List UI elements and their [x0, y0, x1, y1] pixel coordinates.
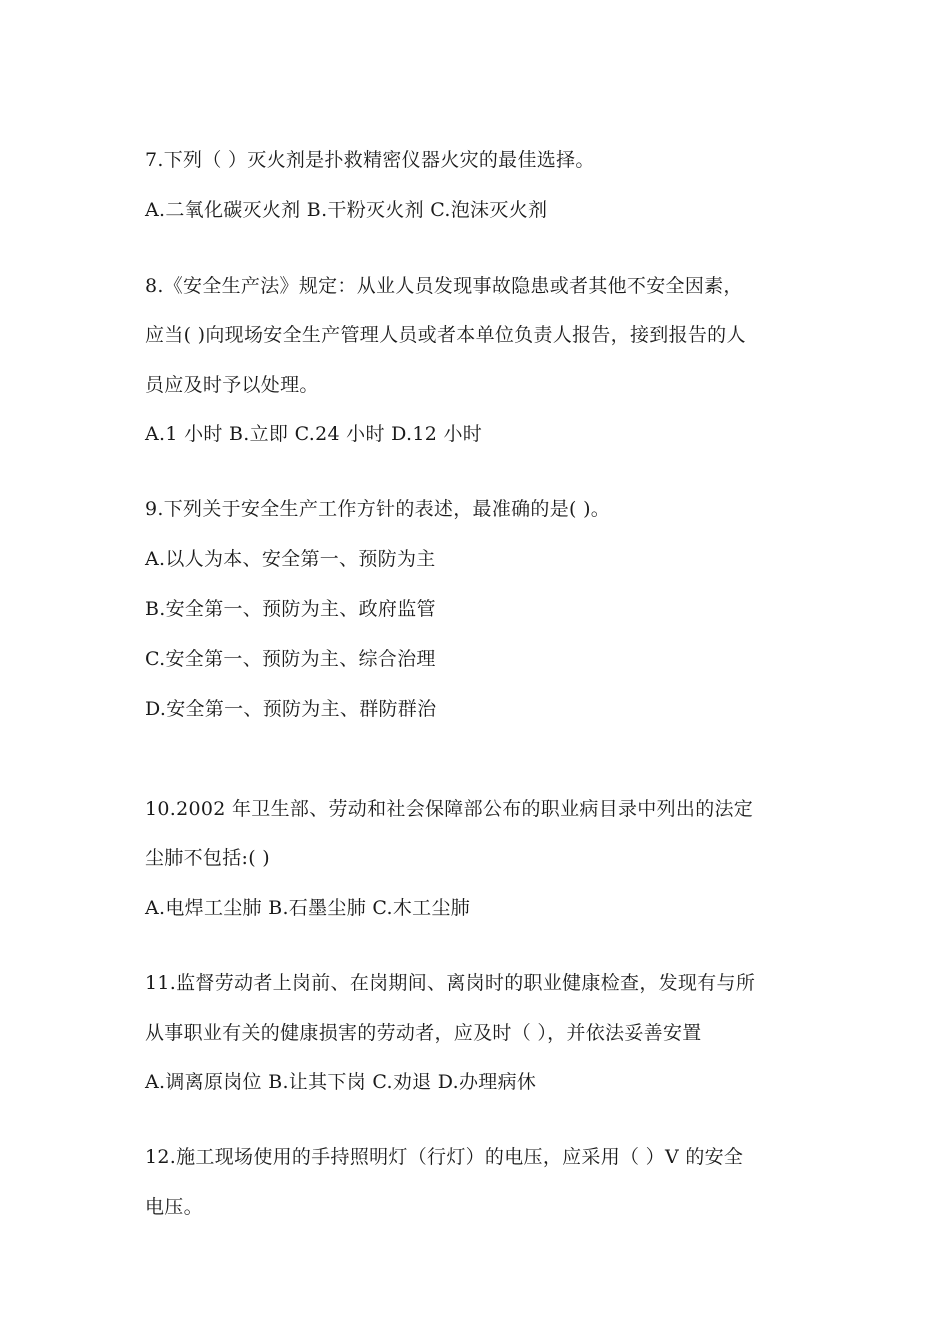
question-8-options: A.1 小时 B.立即 C.24 小时 D.12 小时	[145, 423, 483, 445]
question-8-text-line-1: 8.《安全生产法》规定：从业人员发现事故隐患或者其他不安全因素，	[145, 275, 743, 297]
question-11-text-line-2: 从事职业有关的健康损害的劳动者，应及时（ ），并依法妥善安置	[145, 1022, 702, 1044]
question-9-option-a: A.以人为本、安全第一、预防为主	[145, 548, 436, 570]
question-7-text: 7.下列（ ）灭火剂是扑救精密仪器火灾的最佳选择。	[145, 149, 595, 171]
question-12-text-line-2: 电压。	[145, 1196, 203, 1218]
question-10-options: A.电焊工尘肺 B.石墨尘肺 C.木工尘肺	[145, 897, 471, 919]
question-11-text-line-1: 11.监督劳动者上岗前、在岗期间、离岗时的职业健康检查，发现有与所	[145, 972, 756, 994]
question-10-text-line-2: 尘肺不包括:( )	[145, 847, 270, 869]
question-8-text-line-3: 员应及时予以处理。	[145, 374, 319, 396]
question-9-option-b: B.安全第一、预防为主、政府监管	[145, 598, 436, 620]
question-10-text-line-1: 10.2002 年卫生部、劳动和社会保障部公布的职业病目录中列出的法定	[145, 798, 754, 820]
question-7-options: A.二氧化碳灭火剂 B.干粉灭火剂 C.泡沫灭火剂	[145, 199, 548, 221]
question-9-option-c: C.安全第一、预防为主、综合治理	[145, 648, 436, 670]
question-9-text: 9.下列关于安全生产工作方针的表述，最准确的是( )。	[145, 498, 611, 520]
question-9-option-d: D.安全第一、预防为主、群防群治	[145, 698, 437, 720]
question-11-options: A.调离原岗位 B.让其下岗 C.劝退 D.办理病休	[145, 1071, 537, 1093]
question-12-text-line-1: 12.施工现场使用的手持照明灯（行灯）的电压，应采用（ ）V 的安全	[145, 1146, 744, 1168]
question-8-text-line-2: 应当( )向现场安全生产管理人员或者本单位负责人报告，接到报告的人	[145, 324, 746, 346]
